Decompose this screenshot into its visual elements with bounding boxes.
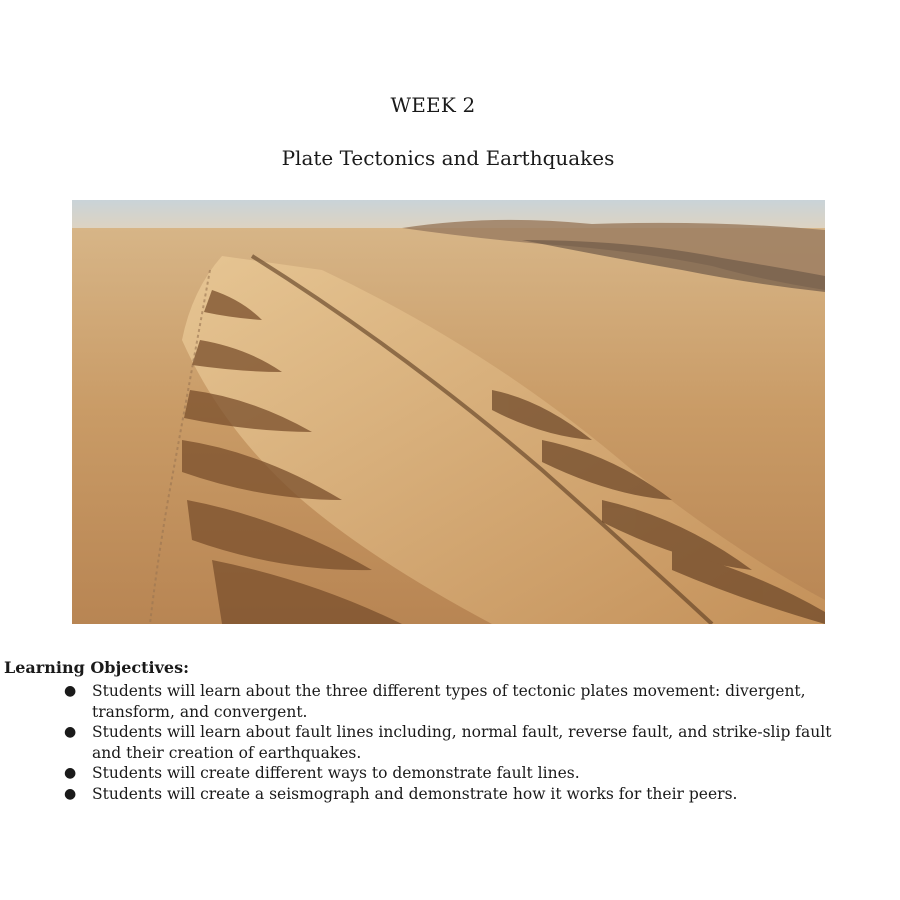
list-item (60, 722, 850, 763)
bullet-icon: ● (64, 785, 77, 802)
objective-text: Students will create a seismograph and demonstrate how it works for their peers. (92, 784, 738, 803)
page-title: Plate Tectonics and Earthquakes (281, 146, 615, 170)
objectives-list (60, 681, 850, 804)
list-item (60, 784, 850, 805)
list-item (60, 763, 850, 784)
bullet-icon: ● (64, 724, 77, 740)
bullet-icon: ● (64, 683, 77, 699)
objective-text: Students will learn about the three different types of tectonic plates movement: divergent, transform, and convergent. (92, 682, 806, 721)
objectives-heading: Learning Objectives: (4, 658, 190, 677)
fault-line-photo (72, 200, 825, 624)
week-label: WEEK 2 (390, 93, 476, 117)
bullet-icon: ● (64, 765, 77, 781)
objective-text: Students will create different ways to demonstrate fault lines. (92, 764, 580, 782)
list-item (60, 681, 850, 722)
objective-text: Students will learn about fault lines including, normal fault, reverse fault, and strike-slip fault and their creation of earthquakes. (92, 723, 832, 762)
